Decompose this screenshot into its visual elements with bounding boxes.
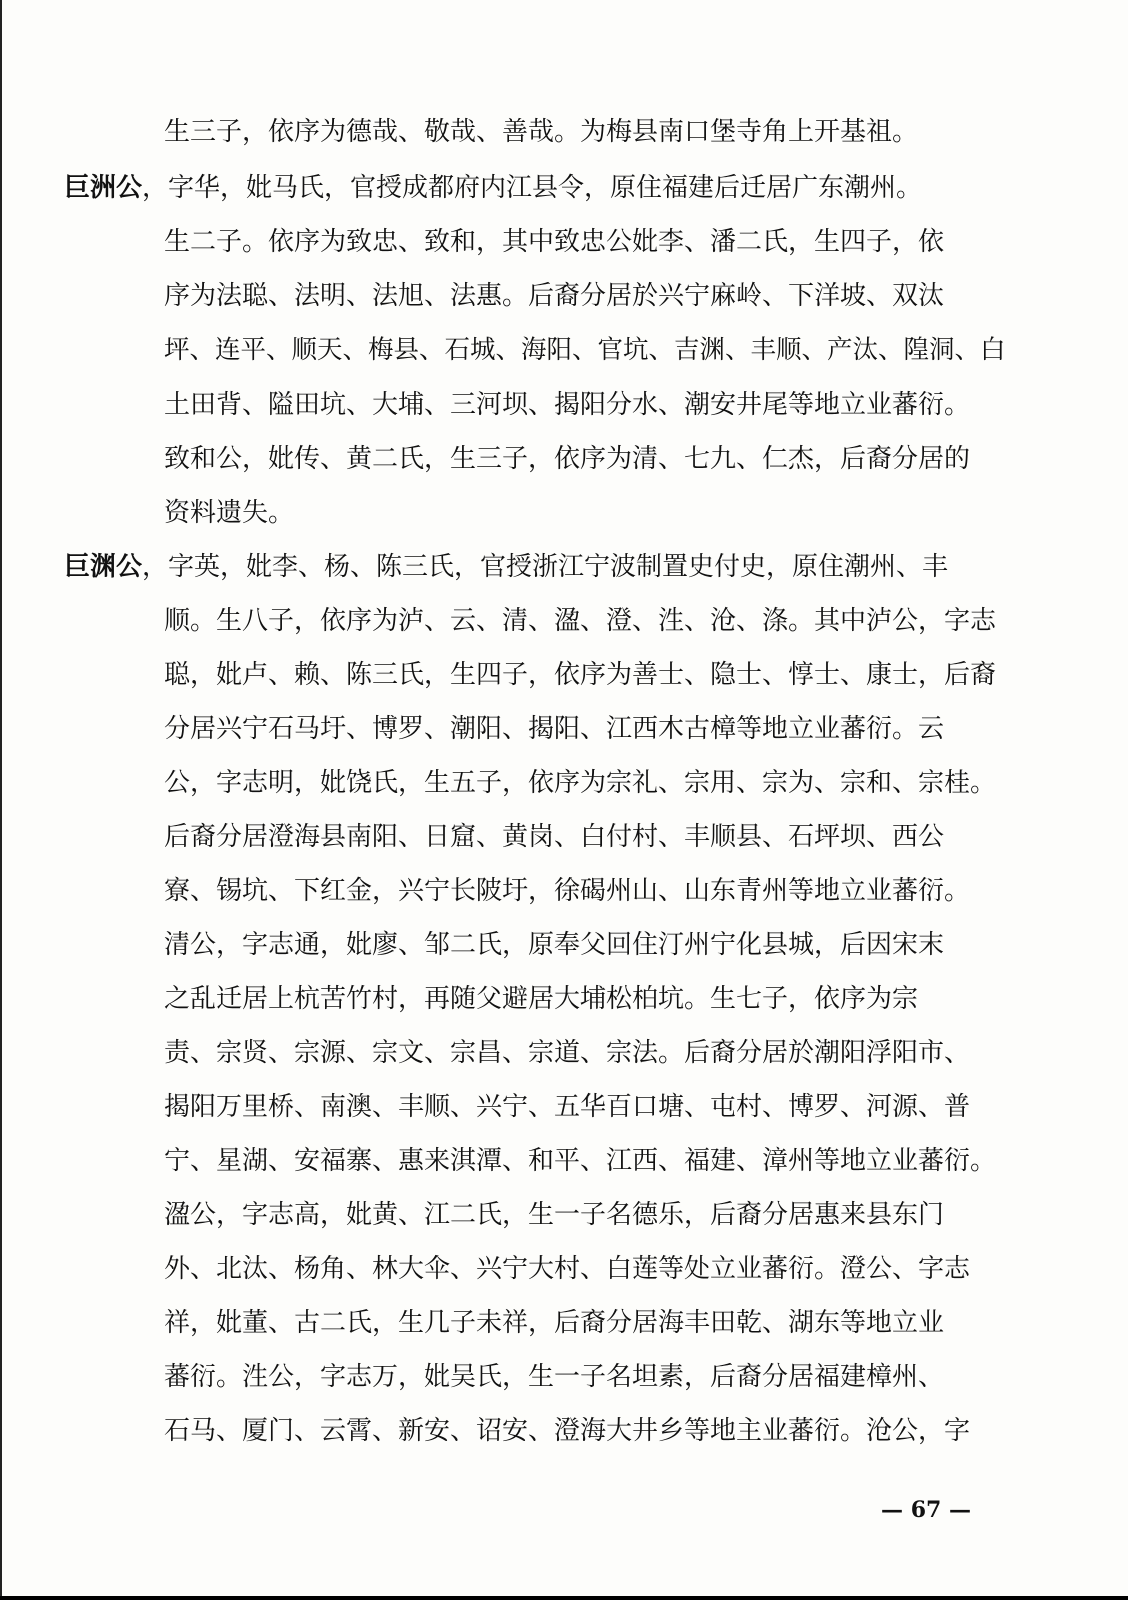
line-text: 生二子。依序为致忠、致和，其中致忠公妣李、潘二氏，生四子，依	[164, 227, 945, 257]
line-text: 寮、锡坑、下红金，兴宁长陂圩，徐碣州山、山东青州等地立业蕃衍。	[164, 876, 971, 906]
line-text: 责、宗贤、宗源、宗文、宗昌、宗道、宗法。后裔分居於潮阳浮阳市、	[164, 1038, 971, 1068]
scan-bottom-edge	[0, 1596, 1128, 1600]
line-text: 溋公，字志高，妣黄、江二氏，生一子名德乐，后裔分居惠来县东门	[164, 1200, 945, 1230]
text-line-25	[164, 1411, 1009, 1451]
line-text: 分居兴宁石马圩、博罗、潮阳、揭阳、江西木古樟等地立业蕃衍。云	[164, 714, 945, 744]
text-line-4	[164, 276, 1009, 316]
line-text: 序为法聪、法明、法旭、法惠。后裔分居於兴宁麻岭、下洋坡、双汰	[164, 281, 945, 311]
line-text: 蕃衍。泩公，字志万，妣吴氏，生一子名坦素，后裔分居福建樟州、	[164, 1362, 945, 1392]
text-line-17	[164, 979, 1009, 1019]
text-line-15	[164, 871, 1009, 911]
text-line-13	[164, 763, 1009, 803]
page-number: — 67 —	[881, 1497, 971, 1523]
entry-heading-juzhou: 巨洲公	[64, 173, 143, 203]
text-line-6	[164, 385, 1009, 425]
text-line-14	[164, 817, 1009, 857]
line-text: 资料遗失。	[164, 498, 295, 528]
line-text: 之乱迁居上杭苦竹村，再随父避居大埔松柏坑。生七子，依序为宗	[164, 984, 919, 1014]
line-text: 聪，妣卢、赖、陈三氏，生四子，依序为善士、隐士、惇士、康士，后裔	[164, 660, 997, 690]
text-line-22	[164, 1249, 1009, 1289]
text-line-10	[164, 601, 1009, 641]
line-text: 石马、厦门、云霄、新安、诏安、澄海大井乡等地主业蕃衍。沧公，字	[164, 1416, 971, 1446]
text-line-3	[164, 222, 1009, 262]
line-text: ，字英，妣李、杨、陈三氏，官授浙江宁波制置史付史，原住潮州、丰	[142, 552, 949, 582]
text-line-20	[164, 1141, 1009, 1181]
line-text: ，字华，妣马氏，官授成都府内江县令，原住福建后迁居广东潮州。	[142, 173, 923, 203]
line-text: 外、北汰、杨角、林大伞、兴宁大村、白莲等处立业蕃衍。澄公、字志	[164, 1254, 971, 1284]
line-text: 揭阳万里桥、南澳、丰顺、兴宁、五华百口塘、屯村、博罗、河源、普	[164, 1092, 971, 1122]
text-line-7	[164, 439, 1009, 479]
text-line-16	[164, 925, 1009, 965]
text-line-21	[164, 1195, 1009, 1235]
text-line-8	[164, 493, 1009, 533]
line-text: 致和公，妣传、黄二氏，生三子，依序为清、七九、仁杰，后裔分居的	[164, 444, 971, 474]
text-line-1	[164, 112, 1009, 152]
text-line-18	[164, 1033, 1009, 1073]
entry-juyuan-line	[64, 547, 1009, 587]
scan-left-edge	[0, 0, 2, 1600]
line-text: 顺。生八子，依序为泸、云、清、溋、澄、泩、沧、涤。其中泸公，字志	[164, 606, 997, 636]
entry-juzhou-line	[64, 168, 1009, 208]
line-text: 后裔分居澄海县南阳、日窟、黄岗、白付村、丰顺县、石坪坝、西公	[164, 822, 945, 852]
line-text: 土田背、隘田坑、大埔、三河坝、揭阳分水、潮安井尾等地立业蕃衍。	[164, 390, 971, 420]
line-text: 清公，字志通，妣廖、邹二氏，原奉父回住汀州宁化县城，后因宋末	[164, 930, 945, 960]
entry-heading-juyuan: 巨渊公	[64, 552, 143, 582]
text-line-5	[164, 330, 1009, 370]
line-text: 生三子，依序为德哉、敬哉、善哉。为梅县南口堡寺角上开基祖。	[164, 117, 919, 147]
line-text: 坪、连平、顺天、梅县、石城、海阳、官坑、吉渊、丰顺、产汰、隍洞、白	[164, 335, 1006, 365]
line-text: 宁、星湖、安福寨、惠来淇潭、和平、江西、福建、漳州等地立业蕃衍。	[164, 1146, 997, 1176]
text-line-12	[164, 709, 1009, 749]
text-line-19	[164, 1087, 1009, 1127]
line-text: 公，字志明，妣饶氏，生五子，依序为宗礼、宗用、宗为、宗和、宗桂。	[164, 768, 997, 798]
text-line-11	[164, 655, 1009, 695]
text-line-24	[164, 1357, 1009, 1397]
text-line-23	[164, 1303, 1009, 1343]
line-text: 祥，妣董、古二氏，生几子未祥，后裔分居海丰田乾、湖东等地立业	[164, 1308, 945, 1338]
